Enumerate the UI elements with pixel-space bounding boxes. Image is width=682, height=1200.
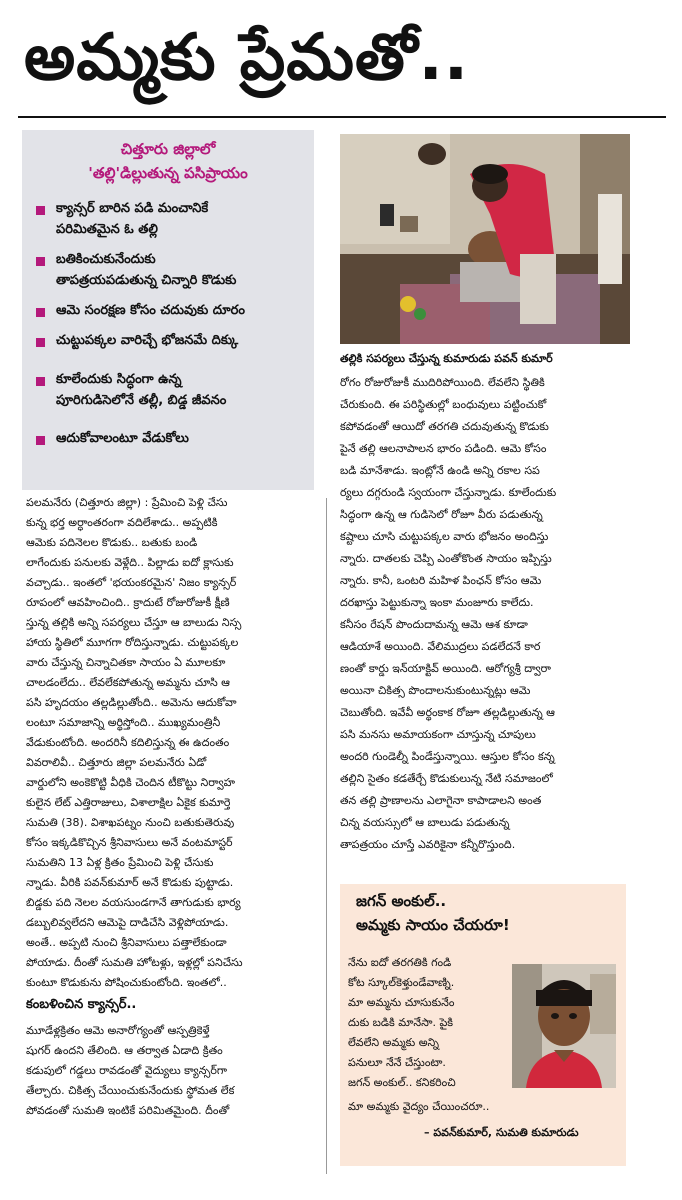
bullet-square-icon bbox=[36, 257, 45, 266]
bullet-square-icon bbox=[36, 436, 45, 445]
bullet-1-line1: క్యాన్సర్ బారిన పడి మంచానికే bbox=[56, 201, 209, 216]
article-subheading: కంబళించిన క్యాన్సర్.. bbox=[26, 997, 137, 1012]
article-line: రోగం రోజురోజుకీ ముదిరిపోయింది. లేవలేని స్థితికి bbox=[340, 376, 545, 389]
appeal-line: మా అమ్మను చూసుకునేం bbox=[348, 996, 455, 1009]
article-line: కోసం ఇక్కడికొచ్చిన శ్రీనివాసులు అనే వంటమాస్టర్ bbox=[26, 836, 233, 849]
bullet-3-line1: ఆమె సంరక్షణ కోసం చదువుకు దూరం bbox=[56, 303, 245, 318]
bullet-5-line2: పూరిగుడిసెలోనే తల్లీ, బిడ్డ జీవనం bbox=[56, 393, 227, 408]
appeal-line: జగన్ అంకుల్.. కనికరించి bbox=[348, 1076, 456, 1089]
article-line: వార్డులోని అంకెకొట్టి వీధికి చెందిన టీకొట్టు నిర్వాహ bbox=[26, 776, 235, 789]
article-line: రూపంలో ఆవహించింది.. క్రాదుటే రోజురోజుకీ క్షీణి bbox=[26, 596, 230, 609]
appeal-signature: – పవన్‌కుమార్, సుమతి కుమారుడు bbox=[424, 1126, 579, 1139]
article-line: కష్టాలు చూసి చుట్టుపక్కల వారు భోజనం అందిస్తు bbox=[340, 530, 549, 543]
appeal-line: మా అమ్మకు వైద్యం చేయించరూ.. bbox=[348, 1100, 490, 1113]
article-line: కనీసం రేషన్ పొందుదామన్న ఆమె ఆశ కూడా bbox=[340, 618, 528, 631]
article-line: సుమతిని 13 ఏళ్ల క్రితం ప్రేమించి పెళ్లి చేసుకు bbox=[26, 856, 214, 869]
article-line: పలమనేరు (చిత్తూరు జిల్లా) : ప్రేమించి పెళ్లి చేసు bbox=[26, 496, 228, 509]
article-line: వారు చేస్తున్న చిన్నాచితకా సాయం ఏ మూలకూ bbox=[26, 656, 226, 669]
article-line: చెబుతోంది. ఇవేవీ అర్థంకాక రోజూ తల్లడిల్లుతున్న ఆ bbox=[340, 706, 555, 719]
article-line: పసి హృదయం తల్లడిల్లుతోంది.. అమెను ఆదుకోవా bbox=[26, 696, 237, 709]
article-line: లంటూ సమాజాన్ని అర్థిస్తోంది.. ముఖ్యమంత్రినీ bbox=[26, 716, 221, 729]
article-line: వచ్చాడు.. ఇంతలో 'భయంకరమైన' నిజం క్యాన్సర్ bbox=[26, 576, 237, 589]
photo-caption: తల్లికి సపర్యలు చేస్తున్న కుమారుడు పవన్ కుమార్ bbox=[340, 352, 553, 365]
article-line: చిన్న వయస్సులో ఆ బాలుడు పడుతున్న bbox=[340, 816, 510, 829]
article-line: పైనే తల్లి ఆలనాపాలన భారం పడింది. ఆమె కోసం bbox=[340, 442, 547, 455]
summary-title-line2: 'తల్లి'డిల్లుతున్న పసిప్రాయం bbox=[88, 164, 248, 182]
article-line: కుంటూ కొడుకును పోషించుకుంటోంది. ఇంతలో.. bbox=[26, 976, 227, 989]
article-line: ణంతో కార్డు ఇన్‌యాక్టివ్ అయింది. ఆరోగ్యశ్రీ ద్వారా bbox=[340, 662, 551, 675]
article-line: వివరాలివీ.. చిత్తూరు జిల్లా పలమనేరు ఏడో bbox=[26, 756, 207, 769]
article-line: పోయాడు. దీంతో సుమతి హోటళ్లు, ఇళ్లల్లో పనిచేసు bbox=[26, 956, 243, 969]
article-line: కున్న భర్త అర్ధాంతరంగా వదిలేశాడు.. అప్పటికి bbox=[26, 516, 218, 529]
bullet-square-icon bbox=[36, 338, 45, 347]
article-line: న్నారు. కానీ, ఒంటరి మహిళ పింఛన్ కోసం ఆమె bbox=[340, 574, 542, 587]
article-line: స్తున్న తల్లికి అన్ని సపర్యలు చేస్తూ ఆ బాలుడు నిస్స bbox=[26, 616, 242, 629]
article-line: న్నాడు. వీరికి పవన్‌కుమార్ అనే కొడుకు పుట్టాడు. bbox=[26, 876, 234, 889]
article-line: చాలడంలేదు.. లేవలేకపోతున్న అమ్మను చూసి ఆ bbox=[26, 676, 230, 689]
article-line: న్నారు. దాతలకు చెప్పి ఎంతోకొంత సాయం ఇప్పిస్తు bbox=[340, 552, 552, 565]
article-line: లాగేందుకు పనులకు వెళ్లేది.. పిల్లాడు ఐదో క్లాసుకు bbox=[26, 556, 234, 569]
article-line: వేడుకుంటోంది. అందరినీ కదిలిస్తున్న ఈ ఉదంతం bbox=[26, 736, 230, 749]
article-line: షుగర్ ఉందని తేలింది. ఆ తర్వాత ఏడాది క్రితం bbox=[26, 1044, 223, 1057]
bullet-square-icon bbox=[36, 377, 45, 386]
article-line: అందరి గుండెల్నీ పిండేస్తున్నాయి. ఆస్తుల కోసం కన్న bbox=[340, 750, 555, 763]
article-line: తన తల్లి ప్రాణాలను ఎలాగైనా కాపాడాలని అంత bbox=[340, 794, 542, 807]
article-line: తేల్చారు. చికిత్స చేయించుకునేందుకు స్థోమత లేక bbox=[26, 1084, 235, 1097]
article-line: చేరుకుంది. ఈ పరిస్థితుల్లో బంధువులు పట్టించుకో bbox=[340, 398, 547, 411]
mother-and-son-photo bbox=[340, 134, 630, 344]
article-line: సుమతి (38). విశాఖపట్నం నుంచి బతుకుతెరువు bbox=[26, 816, 235, 829]
headline-divider bbox=[18, 116, 666, 118]
article-line: పోవడంతో సుమతి ఇంటికే పరిమితమైంది. దీంతో bbox=[26, 1104, 230, 1117]
article-line: డబ్బులివ్వలేదని ఆమెపై దాడిచేసి వెళ్లిపోయాడు. bbox=[26, 916, 229, 929]
article-line: దరఖాస్తు పెట్టుకున్నా ఇంకా మంజూరు కాలేదు. bbox=[340, 596, 534, 609]
article-line: బిడ్డకు పది నెలల వయసుండగానే తాగుడుకు భార్య bbox=[26, 896, 241, 909]
bullet-4-line1: చుట్టుపక్కల వారిచ్చే భోజనమే దిక్కు bbox=[56, 333, 239, 348]
article-line: కడుపులో గడ్డలు రావడంతో వైద్యులు క్యాన్సర్‌గా bbox=[26, 1064, 227, 1077]
bullet-square-icon bbox=[36, 308, 45, 317]
bullet-5-line1: కూలేందుకు సిద్ధంగా ఉన్న bbox=[56, 372, 182, 387]
bullet-2-line1: బతికించుకునేందుకు bbox=[56, 252, 156, 267]
article-line: తల్లిని సైతం కడతేర్చే కొడుకులున్న నేటి సమాజంలో bbox=[340, 772, 553, 785]
article-line: సిద్ధంగా ఉన్న ఆ గుడిసెలో రోజూ వీరు పడుతున్న bbox=[340, 508, 543, 521]
article-line: ర్యలు దగ్గరుండి స్వయంగా చేస్తున్నాడు. కూలేందుకు bbox=[340, 486, 557, 499]
appeal-title-line1: జగన్ అంకుల్.. bbox=[356, 892, 447, 910]
article-line: హాయ స్థితిలో మూగగా రోదిస్తున్నాడు. చుట్టుపక్కల bbox=[26, 636, 239, 649]
bullet-6-line1: ఆదుకోవాలంటూ వేడుకోలు bbox=[56, 431, 189, 446]
article-line: తాపత్రయం చూస్తే ఎవరికైనా కన్నీరొస్తుంది. bbox=[340, 838, 516, 851]
article-line: ఆమెకు పదినెలల కొడుకు.. బతుకు బండి bbox=[26, 536, 198, 549]
article-line: పసి మనసు అమాయకంగా చూస్తున్న చూపులు bbox=[340, 728, 536, 741]
article-line: మూడేళ్లక్రితం ఆమె అనారోగ్యంతో ఆస్పత్రికెళ్తే bbox=[26, 1024, 210, 1037]
appeal-line: కోట స్కూల్‌కెళ్తుండేవాణ్ని. bbox=[348, 976, 455, 989]
boy-portrait-photo bbox=[512, 964, 616, 1088]
article-line: అంతే.. అప్పటి నుంచి శ్రీనివాసులు పత్తాలేకుండా bbox=[26, 936, 227, 949]
article-line: బడి మానేశాడు. ఇంట్లోనే ఉండి అన్ని రకాల సప bbox=[340, 464, 540, 477]
appeal-line: పనులూ నేనే చేస్తుంటా. bbox=[348, 1056, 446, 1069]
appeal-line: నేను ఐదో తరగతికి గండి bbox=[348, 956, 452, 969]
article-line: కులైన లేట్ ఎత్తిరాజులు, విశాలాక్షిల ఏకైక కుమార్తె bbox=[26, 796, 231, 809]
appeal-line: దుకు బడికి మానేసా. పైకి bbox=[348, 1016, 454, 1029]
summary-title-line1: చిత్తూరు జిల్లాలో bbox=[120, 140, 216, 158]
article-line: కపోవడంతో ఆయిదో తరగతి చదువుతున్న కొడుకు bbox=[340, 420, 549, 433]
bullet-2-line2: తాపత్రయపడుతున్న చిన్నారి కొడుకు bbox=[56, 273, 237, 288]
appeal-title-line2: అమ్మకు సాయం చేయరూ! bbox=[356, 916, 510, 934]
summary-box bbox=[22, 130, 314, 490]
appeal-line: లేవలేని అమ్మకు అన్ని bbox=[348, 1036, 439, 1049]
bullet-1-line2: పరిమితమైన ఓ తల్లి bbox=[56, 222, 158, 237]
headline: అమ్మకు ప్రేమతో.. bbox=[24, 21, 470, 95]
column-divider bbox=[326, 498, 327, 1174]
bullet-square-icon bbox=[36, 206, 45, 215]
article-line: ఆడియాశే అయింది. వేలిముద్రలు పడలేదనే కార bbox=[340, 640, 541, 653]
article-line: అయినా చికిత్స పొందాలనుకుంటున్నట్లు ఆమె bbox=[340, 684, 531, 697]
